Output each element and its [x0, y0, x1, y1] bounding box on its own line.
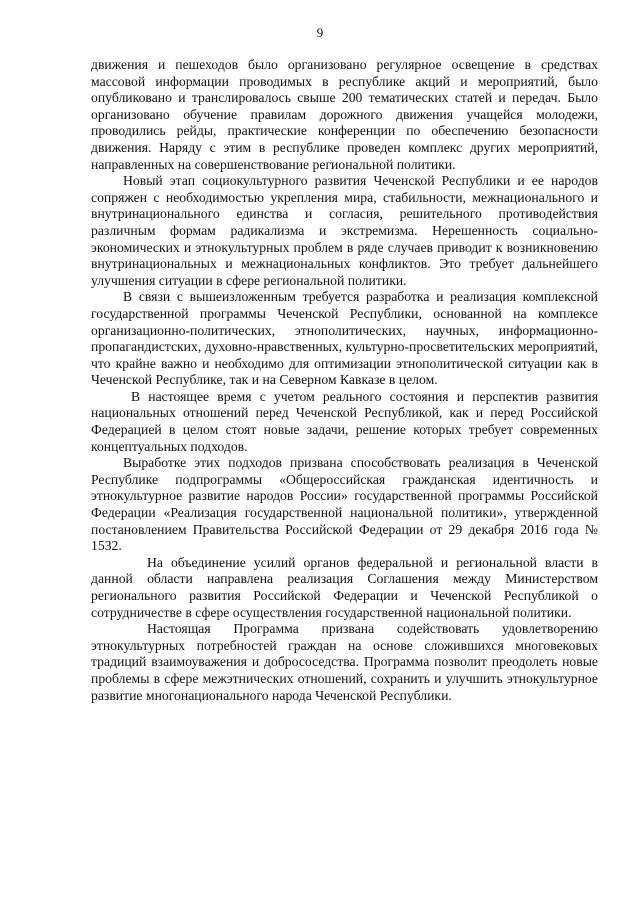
- document-body: [91, 57, 598, 704]
- paragraph: Выработке этих подходов призвана способствовать реализация в Чеченской Республике подпрограммы «Общероссийская гражданская идентичность и этнокультурное развитие народов России» государственной программы Российской Федерации «Реализация государственной национальной политики», утвержденной постановлением Правительства Российской Федерации от 29 декабря 2016 года № 1532.: [91, 455, 598, 554]
- paragraph: Новый этап социокультурного развития Чеченской Республики и ее народов сопряжен с необходимостью укрепления мира, стабильности, межнационального и внутринационального единства и согласия, решительного противодействия различным формам радикализма и экстремизма. Нерешенность социально-экономических и этнокультурных проблем в ряде случаев приводит к возникновению внутринациональных и межнациональных конфликтов. Это требует дальнейшего улучшения ситуации в сфере региональной политики.: [91, 173, 598, 288]
- paragraph-continuation: движения и пешеходов было организовано регулярное освещение в средствах массовой информации проводимых в республике акций и мероприятий, было опубликовано и транслировалось свыше 200 тематических статей и передач. Было организовано обучение правилам дорожного движения учащейся молодежи, проводились рейды, практические конференции по обеспечению безопасности движения. Наряду с этим в республике проведен комплекс других мероприятий, направленных на совершенствование региональной политики.: [91, 57, 598, 172]
- paragraph: На объединение усилий органов федеральной и региональной власти в данной области направлена реализация Соглашения между Министерством регионального развития Российской Федерации и Чеченской Республикой о сотрудничестве в сфере осуществления государственной национальной политики.: [91, 554, 598, 620]
- paragraph: Настоящая Программа призвана содействовать удовлетворению этнокультурных потребностей граждан на основе сложившихся многовековых традиций взаимоуважения и добрососедства. Программа позволит преодолеть новые проблемы в сфере межэтнических отношений, сохранить и улучшить этнокультурное развитие многонационального народа Чеченской Республики.: [91, 621, 598, 703]
- page-number: 9: [316, 25, 324, 40]
- paragraph: В настоящее время с учетом реального состояния и перспектив развития национальных отношений перед Чеченской Республикой, как и перед Российской Федерацией в целом стоят новые задачи, решение которых требует современных концептуальных подходов.: [91, 388, 598, 454]
- paragraph: В связи с вышеизложенным требуется разработка и реализация комплексной государственной программы Чеченской Республики, основанной на комплексе организационно-политических, этнополитических, научных, информационно-пропагандистских, духовно-нравственных, культурно-просветительских мероприятий, что крайне важно и необходимо для оптимизации этнополитической ситуации как в Чеченской Республике, так и на Северном Кавказе в целом.: [91, 289, 598, 388]
